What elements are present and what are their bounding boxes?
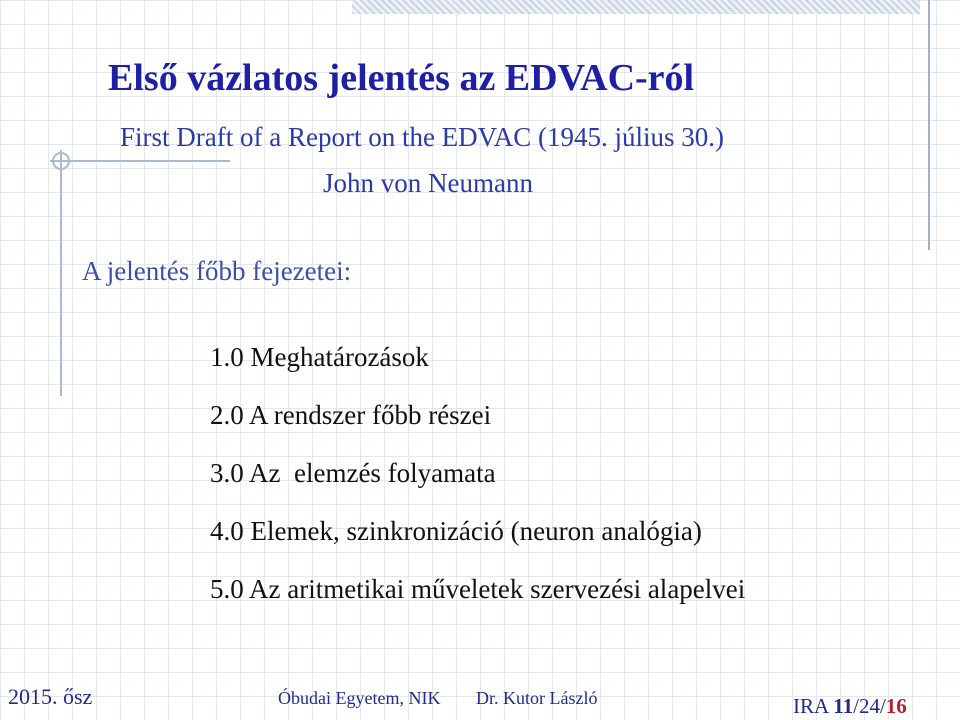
chapter-item: 4.0 Elemek, szinkronizáció (neuron analógia): [210, 516, 702, 546]
slide-subtitle: First Draft of a Report on the EDVAC (1945. július 30.): [120, 122, 724, 152]
chapters-intro: A jelentés főbb fejezetei:: [82, 256, 352, 286]
decorative-right-rule: [928, 0, 930, 250]
chapter-item: 1.0 Meghatározások: [210, 342, 429, 372]
decorative-vertical-rule: [60, 150, 62, 396]
slide-author: John von Neumann: [323, 168, 533, 198]
footer-organization: Óbudai Egyetem, NIK: [278, 688, 441, 708]
decorative-horizontal-rule: [50, 160, 230, 162]
decorative-corner-band: [352, 0, 920, 14]
footer-course: IRA: [793, 694, 829, 718]
footer-date: 2015. ősz: [8, 684, 93, 709]
chapter-item: 3.0 Az elemzés folyamata: [210, 458, 496, 488]
chapter-list: [210, 334, 745, 624]
chapter-item: 2.0 A rendszer főbb részei: [210, 400, 492, 430]
footer-total-slides: 16: [885, 694, 907, 718]
slide-title: Első vázlatos jelentés az EDVAC-ról: [108, 57, 695, 99]
decorative-ring-icon: [52, 152, 70, 170]
footer-date-code: 24: [858, 694, 880, 718]
footer-separator: /: [853, 694, 859, 718]
footer-separator: /: [879, 694, 886, 718]
chapter-item: 5.0 Az aritmetikai műveletek szervezési alapelvei: [210, 574, 746, 604]
footer-current-slide: 11: [833, 694, 854, 718]
footer-author: Dr. Kutor László: [476, 688, 598, 708]
footer-slide-number: [793, 694, 907, 719]
